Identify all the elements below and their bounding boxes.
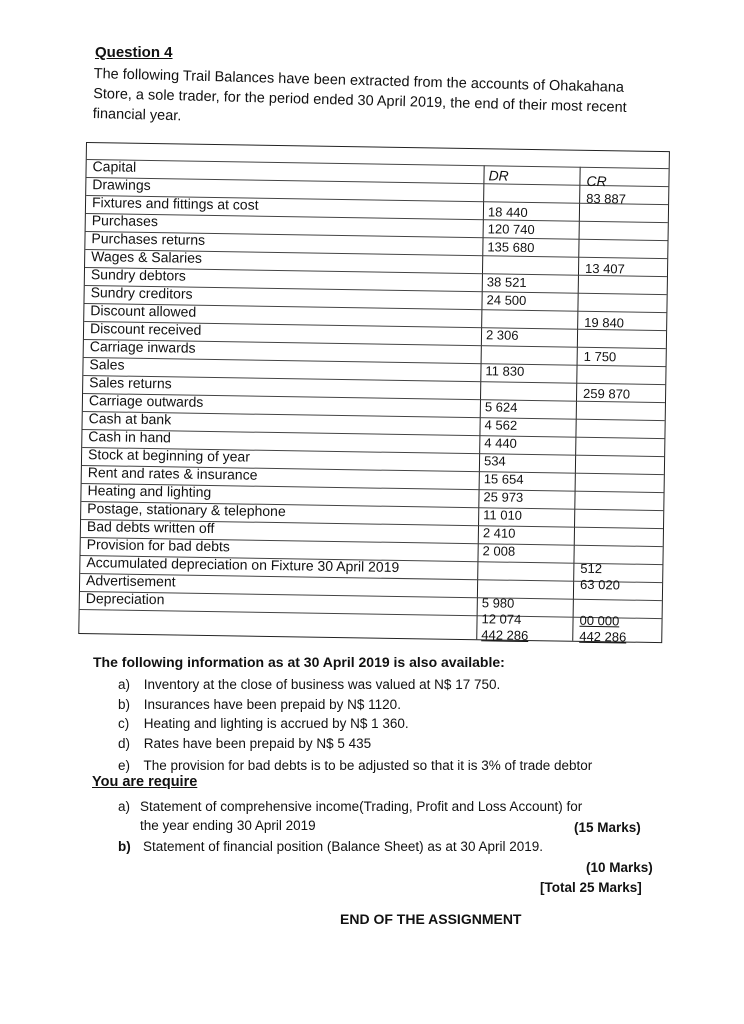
info-item-text: Heating and lighting is accrued by N$ 1 360.: [143, 716, 409, 731]
account-name: Purchases: [91, 212, 159, 230]
dr-value: 12 074: [481, 611, 522, 627]
row-line: [87, 159, 669, 169]
question-heading: Question 4: [95, 44, 173, 61]
table-frame: [78, 142, 670, 643]
account-name: Postage, stationary & telephone: [87, 500, 286, 520]
cr-value: 63 020: [579, 576, 620, 593]
requirement-a-label: a): [118, 799, 131, 814]
dr-total: 442 286: [481, 627, 529, 644]
cr-value: 512: [580, 560, 603, 577]
info-heading: The following information as at 30 April 2019 is also available:: [93, 654, 505, 670]
account-name: Discount received: [89, 320, 202, 338]
total-marks: [Total 25 Marks]: [540, 880, 642, 895]
info-item-c: [118, 716, 409, 731]
row-line: [80, 591, 662, 601]
info-item-label: d): [118, 736, 131, 751]
info-item-label: e): [118, 758, 131, 773]
account-name: Accumulated depreciation on Fixture 30 April 2019: [86, 554, 400, 575]
account-name: Discount allowed: [90, 302, 197, 320]
account-name: Fixtures and fittings at cost: [91, 194, 259, 213]
dr-value: 534: [483, 453, 506, 469]
account-name: Drawings: [92, 176, 151, 194]
info-item-d: [118, 736, 371, 751]
cr-value: 00 000: [579, 612, 620, 629]
dr-value: 18 440: [487, 204, 528, 220]
dr-value: 11 830: [485, 363, 525, 379]
dr-value: 5 980: [481, 595, 515, 611]
end-of-assignment: END OF THE ASSIGNMENT: [340, 911, 522, 927]
info-item-e: [118, 758, 592, 773]
account-name: Sundry creditors: [90, 284, 193, 302]
trial-balance-table: [78, 142, 670, 651]
info-item-text: Rates have been prepaid by N$ 5 435: [143, 736, 372, 751]
requirement-b-line: Statement of financial position (Balance Sheet) as at 30 April 2019.: [143, 839, 543, 854]
account-name: Capital: [92, 158, 137, 175]
dr-value: 120 740: [487, 221, 535, 238]
dr-value: 2 306: [485, 327, 519, 343]
dr-value: 5 624: [484, 399, 518, 415]
dr-value: 15 654: [483, 471, 524, 487]
info-item-label: a): [118, 677, 131, 692]
dr-header: DR: [488, 167, 509, 184]
account-name: Bad debts written off: [86, 518, 215, 537]
requirement-a-line1: Statement of comprehensive income(Trading, Profit and Loss Account) for: [140, 799, 583, 814]
account-name: Sales returns: [89, 374, 172, 392]
account-name: Rent and rates & insurance: [87, 464, 258, 483]
row-lines: [87, 143, 669, 152]
info-item-label: b): [118, 697, 131, 712]
account-name: Carriage outwards: [88, 392, 204, 410]
account-name: Heating and lighting: [87, 482, 212, 501]
info-item-a: [118, 677, 500, 692]
cr-value: 83 887: [586, 190, 627, 207]
dr-value: 24 500: [486, 292, 527, 308]
account-name: Carriage inwards: [89, 338, 196, 356]
account-name: Wages & Salaries: [91, 248, 203, 266]
dr-value: 4 562: [484, 417, 518, 433]
row-line: [80, 609, 662, 619]
row-line: [86, 177, 668, 187]
info-item-text: Inventory at the close of business was valued at N$ 17 750.: [143, 677, 501, 692]
dr-value: 2 410: [482, 525, 516, 541]
info-item-text: Insurances have been prepaid by N$ 1120.: [143, 697, 401, 712]
account-name: Sundry debtors: [90, 266, 186, 284]
cr-value: 1 750: [583, 348, 617, 365]
account-name: Purchases returns: [91, 230, 206, 248]
cr-value: 19 840: [584, 314, 625, 331]
require-heading: You are require: [92, 774, 198, 790]
cr-header: CR: [586, 172, 607, 190]
requirement-a-line2: the year ending 30 April 2019: [140, 818, 316, 833]
account-name: Stock at beginning of year: [87, 446, 251, 465]
cr-total: 442 286: [579, 628, 627, 645]
info-item-label: c): [118, 716, 130, 731]
requirement-a-marks: (15 Marks): [574, 820, 641, 835]
dr-value: 11 010: [483, 507, 523, 523]
requirement-b-label: b): [118, 839, 131, 854]
account-name: Depreciation: [85, 590, 165, 608]
account-name: Advertisement: [85, 572, 176, 590]
dr-value: 135 680: [487, 239, 535, 256]
dr-value: 38 521: [486, 274, 527, 290]
intro-paragraph: The following Trail Balances have been extracted from the accounts of Ohakahana Store, a sole trader, for the period ended 30 April 2019, the end of their most recent financial year.: [92, 65, 627, 125]
info-item-text: The provision for bad debts is to be adjusted so that it is 3% of trade debtor: [143, 758, 593, 773]
dr-value: 2 008: [482, 543, 516, 559]
dr-value: 25 973: [483, 489, 524, 505]
account-name: Sales: [89, 356, 125, 373]
row-line: [86, 213, 668, 223]
info-item-b: [118, 697, 401, 712]
dr-value: 4 440: [484, 435, 517, 451]
cr-value: 259 870: [582, 385, 631, 402]
cr-value: 13 407: [584, 260, 625, 277]
account-name: Cash at bank: [88, 410, 172, 428]
row-line: [84, 357, 666, 367]
account-name: Cash in hand: [88, 428, 172, 446]
account-name: Provision for bad debts: [86, 536, 230, 555]
requirement-b-marks: (10 Marks): [586, 860, 653, 875]
